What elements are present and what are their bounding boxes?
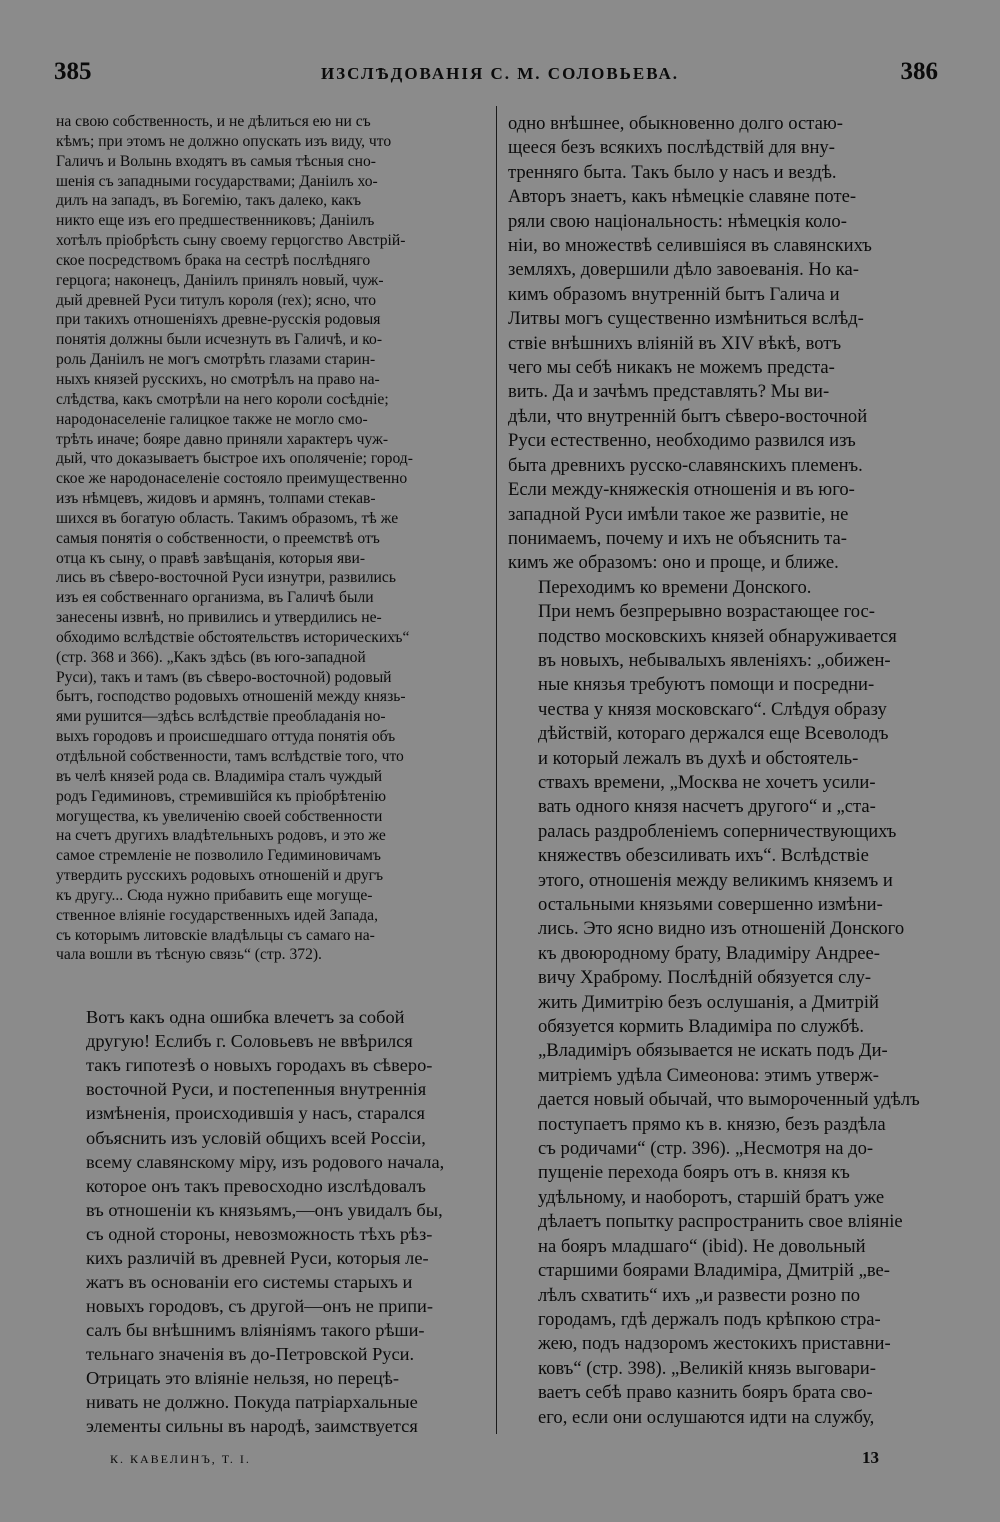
text-line: тренняго быта. Такъ было у насъ и вездѣ. — [508, 161, 837, 183]
text-line: тельнаго значенія въ до-Петровской Руси. — [86, 1343, 415, 1364]
text-line: щееся безъ всякихъ послѣдствій для вну- — [508, 137, 835, 159]
text-line: жить Димитрію безъ ослушанія, а Дмитрій — [538, 991, 879, 1013]
text-line: его, если они ослушаются идти на службу, — [538, 1406, 875, 1428]
text-line: Отрицать это вліяніе нельзя, но перецѣ- — [86, 1367, 399, 1388]
text-line: При немъ безпрерывно возрастающее гос- — [538, 601, 875, 623]
footer-signature: К. КАВЕЛИНЪ, Т. I. — [110, 1452, 251, 1466]
text-line: обязуется кормить Владиміра по службѣ. — [538, 1016, 865, 1038]
text-line: отца къ сыну, о правѣ завѣщанія, которыя яви- — [56, 549, 366, 567]
text-line: ковъ“ (стр. 398). „Великій князь выговари- — [538, 1357, 876, 1379]
text-line: хотѣлъ пріобрѣсть сыну своему герцогство Австрій- — [56, 232, 406, 250]
text-line: кимъ образомъ внутренній бытъ Галича и — [508, 283, 840, 305]
text-line: ственное вліяніе государственныхъ идей Запада, — [56, 906, 378, 924]
text-line: удѣльному, и наоборотъ, старшій братъ уже — [538, 1186, 885, 1208]
text-line: элементы сильны въ народѣ, заимствуется — [86, 1416, 418, 1437]
text-line: другую! Еслибъ г. Соловьевъ не ввѣрился — [86, 1031, 413, 1052]
text-line: кихъ различій въ древней Руси, которыя ле- — [86, 1247, 429, 1268]
text-line: измѣненія, происходившія у насъ, старался — [86, 1103, 426, 1124]
text-line: съ одной стороны, невозможность тѣхъ рѣз- — [86, 1223, 433, 1244]
text-line: понятія должны были исчезнуть въ Галичѣ, и ко- — [56, 331, 383, 349]
text-line: могущества, къ увеличенію своей собственности — [56, 807, 383, 825]
text-line: одно внѣшнее, обыкновенно долго остаю- — [508, 113, 843, 134]
text-line: Авторъ знаетъ, какъ нѣмецкіе славяне поте- — [508, 186, 857, 208]
left-page-number: 385 — [54, 58, 92, 85]
text-line: вичу Храброму. Послѣдній обязуется слу- — [538, 967, 872, 989]
text-line: западной Руси имѣли такое же развитіе, не — [508, 503, 849, 525]
text-line: ское посредствомъ брака на сестрѣ послѣдняго — [56, 251, 371, 269]
text-line: жатъ въ основаніи его системы старыхъ и — [86, 1271, 413, 1292]
text-line: лись. Это ясно видно изъ отношеній Донского — [538, 918, 905, 940]
right-page-number: 386 — [900, 58, 938, 85]
text-line: этого, отношенія между великимъ княземъ и — [538, 869, 893, 891]
text-line: быта древнихъ русско-славянскихъ племенъ. — [508, 454, 863, 476]
text-line: трѣть иначе; бояре давно приняли характеръ чуж- — [56, 430, 389, 448]
text-line: ралась раздробленіемъ соперничествующихъ — [538, 820, 897, 842]
text-line: изъ нѣмцевъ, жидовъ и армянъ, толпами стекав- — [56, 490, 376, 508]
text-line: герцога; наконецъ, Даніилъ принялъ новый, чуж- — [56, 271, 384, 289]
text-line: дилъ на западъ, въ Богемію, такъ далеко, какъ — [56, 192, 362, 210]
paragraph-moscow — [508, 600, 934, 1430]
text-line: пущеніе перехода бояръ отъ в. князя къ — [538, 1162, 850, 1184]
text-line: бытъ, господство родовыхъ отношеній между князь- — [56, 688, 406, 706]
text-line: земляхъ, довершили дѣло завоеванія. Но ка- — [508, 259, 859, 281]
text-line: дѣлаетъ попытку распространить свое вліяніе — [538, 1211, 903, 1233]
text-line: дый древней Руси титулъ короля (rex); ясно, что — [56, 291, 377, 309]
right-column — [508, 112, 934, 1430]
text-line: на бояръ младшаго“ (ibid). Не довольный — [538, 1235, 866, 1257]
text-line: въ отношеніи къ князьямъ,—онъ увидалъ бы, — [86, 1199, 443, 1220]
commentary-paragraph — [56, 1005, 482, 1438]
text-line: никто еще изъ его предшественниковъ; Даніилъ — [56, 212, 375, 230]
text-line: роль Даніилъ не могъ смотрѣть глазами старин- — [56, 351, 376, 369]
text-line: изъ ея собственнаго организма, въ Галичѣ были — [56, 589, 374, 607]
text-line: дый, что доказываетъ быстрое ихъ ополяченіе; город- — [56, 450, 413, 468]
text-line: поступаетъ прямо къ в. князю, безъ раздѣла — [538, 1113, 886, 1135]
text-line: чала вошли въ тѣсную связь“ (стр. 372). — [56, 946, 322, 964]
text-line: къ другу... Сюда нужно прибавить еще могуще- — [56, 886, 373, 904]
text-line: кимъ же образомъ: оно и проще, и ближе. — [508, 552, 839, 574]
text-line: ствахъ времени, „Москва не хочетъ усили- — [538, 771, 876, 793]
text-line: Руси), такъ и тамъ (въ сѣверо-восточной) родовый — [56, 668, 392, 686]
text-line: шенія съ западными государствами; Даніилъ хо- — [56, 172, 378, 190]
text-line: народонаселеніе галицкое также не могло смо- — [56, 410, 368, 428]
text-line: городамъ, гдѣ держалъ подъ крѣпкою стра- — [538, 1308, 881, 1330]
text-line: княжествъ обезсиливать ихъ“. Вслѣдствіе — [538, 845, 869, 867]
paragraph-continued — [508, 112, 934, 576]
text-line: самое стремленіе не позволило Гедиминовичамъ — [56, 847, 381, 865]
text-line: понимаемъ, почему и ихъ не объяснить та- — [508, 527, 847, 549]
text-line: подство московскихъ князей обнаруживается — [538, 625, 897, 647]
text-line: отдѣльной собственности, тамъ вслѣдствіе того, что — [56, 748, 404, 765]
quote-paragraph — [56, 112, 482, 965]
text-line: лѣлъ схватить“ ихъ „и развести розно по — [538, 1284, 861, 1306]
text-line: восточной Руси, и постепенныя внутреннія — [86, 1079, 427, 1100]
text-line: съ родичами“ (стр. 396). „Несмотря на до- — [538, 1138, 874, 1160]
text-line: родъ Гедиминовъ, стремившійся къ пріобрѣтенію — [56, 787, 387, 805]
text-line: объяснить изъ условій общихъ всей Россіи, — [86, 1127, 426, 1148]
paragraph-gap — [56, 965, 482, 1005]
page-header — [0, 0, 1000, 96]
text-line: дѣйствій, котораго держался еще Всеволодъ — [538, 723, 889, 745]
text-line: ское же народонаселеніе состояло преимущественно — [56, 470, 408, 488]
text-line: на счетъ другихъ владѣтельныхъ родовъ, и это же — [56, 827, 386, 845]
text-line: Вотъ какъ одна ошибка влечетъ за собой — [86, 1007, 405, 1028]
text-line: утвердить русскихъ родовыхъ отношеній и другъ — [56, 867, 384, 885]
text-line: кѣмъ; при этомъ не должно опускать изъ виду, что — [56, 132, 392, 150]
text-line: новыхъ городовъ, съ другой—онъ не припи- — [86, 1295, 434, 1316]
text-line: лись въ сѣверо-восточной Руси изнутри, развились — [56, 569, 396, 587]
text-line: съ которымъ литовскіе владѣльцы съ самаго на- — [56, 926, 375, 944]
running-title: ИЗСЛѢДОВАНІЯ С. М. СОЛОВЬЕВА. — [320, 64, 680, 83]
text-line: на свою собственность, и не дѣлиться ею ни съ — [56, 113, 371, 130]
text-line: ваетъ себѣ право казнить бояръ брата сво- — [538, 1382, 873, 1404]
text-line: всему славянскому міру, изъ родового начала, — [86, 1151, 445, 1172]
text-line: ные князья требуютъ помощи и посредни- — [538, 674, 875, 696]
text-line: выхъ городовъ и происшедшаго оттуда понятія объ — [56, 728, 396, 746]
text-line: къ двоюродному брату, Владиміру Андрее- — [538, 942, 880, 964]
text-line: Литвы могъ существенно измѣниться вслѣд- — [508, 308, 864, 330]
text-line: въ новыхъ, небывалыхъ явленіяхъ: „обижен- — [538, 649, 891, 671]
paragraph-donskoy-heading — [508, 576, 934, 600]
text-line: самыя понятія о собственности, о преемствѣ отъ — [56, 529, 380, 547]
text-line: шихся въ богатую область. Такимъ образомъ, тѣ же — [56, 509, 399, 527]
text-line: обходимо вслѣдствіе обстоятельствъ историческихъ“ — [56, 628, 410, 646]
text-line: ями рушится—здѣсь вслѣдствіе преобладанія но- — [56, 708, 386, 726]
text-line: Если между-княжескія отношенія и въ юго- — [508, 479, 855, 501]
text-line: занесены извнѣ, но привились и утвердились не- — [56, 609, 382, 627]
text-line: „Владиміръ обязывается не искать подъ Ди- — [538, 1040, 888, 1062]
text-line: дѣли, что внутренній бытъ сѣверо-восточной — [508, 405, 868, 427]
sheet-number: 13 — [862, 1448, 879, 1467]
text-line: старшими боярами Владиміра, Дмитрій „ве- — [538, 1260, 890, 1282]
text-line: Переходимъ ко времени Донского. — [538, 576, 812, 598]
text-line: ныхъ князей русскихъ, но смотрѣлъ на право на- — [56, 370, 380, 388]
text-line: митріемъ удѣла Симеонова: этимъ утверж- — [538, 1064, 879, 1086]
left-column — [56, 112, 482, 1438]
text-line: слѣдства, какъ смотрѣли на него короли сосѣдніе; — [56, 390, 389, 408]
text-line: ніи, во множествѣ селившіяся въ славянскихъ — [508, 235, 872, 257]
text-line: жею, подъ надзоромъ жестокихъ приставни- — [538, 1333, 891, 1355]
text-line: при такихъ отношеніяхъ древне-русскія родовыя — [56, 311, 381, 329]
text-line: вить. Да и зачѣмъ представлять? Мы ви- — [508, 381, 830, 403]
text-line: ряли свою національность: нѣмецкія коло- — [508, 210, 847, 232]
text-line: (стр. 368 и 366). „Какъ здѣсь (въ юго-западной — [56, 648, 366, 666]
text-line: Руси естественно, необходимо развился изъ — [508, 430, 856, 452]
text-line: и который лежалъ въ духѣ и обстоятель- — [538, 747, 859, 769]
text-line: которое онъ такъ превосходно изслѣдовалъ — [86, 1175, 426, 1196]
text-line: въ челѣ князей рода св. Владиміра сталъ чуждый — [56, 767, 383, 785]
text-line: нивать не должно. Покуда патріархальные — [86, 1392, 418, 1413]
text-line: вать одного князя насчетъ другого“ и „ста- — [538, 796, 876, 818]
text-line: чего мы себѣ никакъ не можемъ предста- — [508, 357, 835, 379]
text-line: Галичъ и Волынь входятъ въ самыя тѣсныя сно- — [56, 152, 376, 170]
text-line: салъ бы внѣшнимъ вліяніямъ такого рѣши- — [86, 1319, 425, 1340]
text-line: ствіе внѣшнихъ вліяній въ XIV вѣкѣ, вотъ — [508, 332, 842, 354]
text-line: такъ гипотезѣ о новыхъ городахъ въ сѣверо- — [86, 1055, 433, 1076]
text-line: остальными князьями совершенно измѣни- — [538, 894, 883, 915]
column-divider — [496, 106, 497, 1434]
text-line: чества у князя московскаго“. Слѣдуя образу — [538, 698, 887, 720]
text-line: дается новый обычай, что вымороченный удѣлъ — [538, 1089, 920, 1111]
